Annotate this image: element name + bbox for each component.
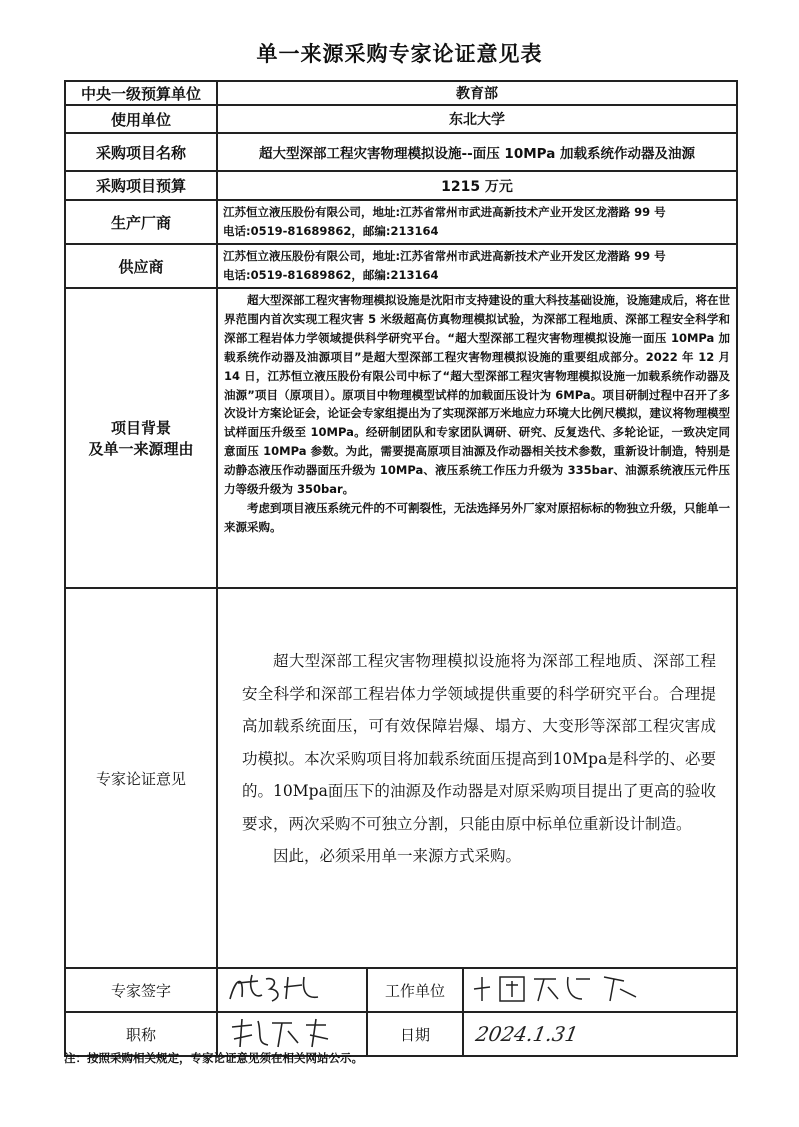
budget-unit-value: 教育部 [217,81,737,105]
user-unit-label: 使用单位 [65,105,217,133]
background-text [217,288,737,588]
manufacturer-info [217,200,737,244]
work-unit-handwritten [463,968,737,1012]
background-label-line1: 项目背景 [110,419,171,437]
supplier-address: 江苏恒立液压股份有限公司，地址:江苏省常州市武进高新技术产业开发区龙潜路 99 号 [223,249,666,263]
background-paragraph-2: 考虑到项目液压系统元件的不可割裂性，无法选择另外厂家对原招标标的物独立升级，只能单一来源采购。 [224,500,731,534]
project-name-value: 超大型深部工程灾害物理模拟设施--面压 10MPa 加载系统作动器及油源 [217,133,737,171]
work-unit-scribble [464,969,664,1007]
row-project-name [65,133,737,171]
date-label: 日期 [367,1012,463,1056]
footnote: 注：按照采购相关规定，专家论证意见须在相关网站公示。 [64,1051,363,1065]
signature-scribble [218,969,367,1007]
supplier-info [217,244,737,288]
row-manufacturer [65,200,737,244]
opinion-paragraph-1: 超大型深部工程灾害物理模拟设施将为深部工程地质、深部工程安全科学和深部工程岩体力学领域提供重要的科学研究平台。合理提高加载系统面压，可有效保障岩爆、塌方、大变形等深部工程灾害成功模拟。本次采购项目将加载系统面压提高到10Mpa是科学的、必要的。10Mpa面压下的油源及作动器是对原采购项目提出了更高的验收要求，两次采购不可独立分割，只能由原中标单位重新设计制造。 [242,652,717,833]
row-background [65,288,737,588]
budget-unit-label: 中央一级预算单位 [65,81,217,105]
page-title: 单一来源采购专家论证意见表 [256,42,543,66]
form-table [64,80,738,1057]
row-project-budget [65,171,737,200]
supplier-contact: 电话:0519-81689862，邮编:213164 [223,268,439,282]
row-supplier [65,244,737,288]
background-label-line2: 及单一来源理由 [88,440,194,458]
supplier-label: 供应商 [65,244,217,288]
title-label: 职称 [65,1012,217,1056]
background-label [65,288,217,588]
row-signature [65,968,737,1012]
work-unit-label: 工作单位 [367,968,463,1012]
signature-label: 专家签字 [65,968,217,1012]
manufacturer-contact: 电话:0519-81689862，邮编:213164 [223,224,439,238]
user-unit-value: 东北大学 [217,105,737,133]
signature-handwritten [217,968,367,1012]
project-name-label: 采购项目名称 [65,133,217,171]
opinion-label: 专家论证意见 [65,588,217,968]
manufacturer-label: 生产厂商 [65,200,217,244]
manufacturer-address: 江苏恒立液压股份有限公司，地址:江苏省常州市武进高新技术产业开发区龙潜路 99 号 [223,205,666,219]
opinion-text [217,588,737,968]
date-value [463,1012,737,1056]
title-scribble [218,1013,367,1051]
project-budget-value: 1215 万元 [217,171,737,200]
row-opinion [65,588,737,968]
row-user-unit [65,105,737,133]
opinion-paragraph-2: 因此，必须采用单一来源方式采购。 [273,847,522,865]
date-handwritten: 2024.1.31 [473,1022,580,1046]
row-budget-unit [65,81,737,105]
background-paragraph-1: 超大型深部工程灾害物理模拟设施是沈阳市支持建设的重大科技基础设施，设施建成后，将在世界范围内首次实现工程灾害 5 米级超高仿真物理模拟试验，为深部工程地质、深部工程安全科学和深部工程岩体力学领域提供科学研究平台。“超大型深部工程灾害物理模拟设施一面压 10MPa 加载系统作动器及油源项目”是超大型深部工程灾害物理模拟设施的重要组成部分。2022 年 12 月 14 日，江苏恒立液压股份有限公司中标了“超大型深部工程灾害物理模拟设施一加载系统作动器及油源”项目（原项目）。原项目中物理模型试样的加载面压设计为 6MPa。项目研制过程中召开了多次设计方案论证会，论证会专家组提出为了实现深部万米地应力环境大比例尺模拟，建议将物理模型试样面压升级至 10MPa。经研制团队和专家团队调研、研究、反复迭代、多轮论证，一致决定同意面压 10MPa 参数。为此，需要提高原项目油源及作动器相关技术参数，重新设计制造，特别是动静态液压作动器面压升级为 10MPa、液压系统工作压力升级为 335bar、油源系统液压元件压力等级升级为 350bar。 [224,293,731,497]
project-budget-label: 采购项目预算 [65,171,217,200]
